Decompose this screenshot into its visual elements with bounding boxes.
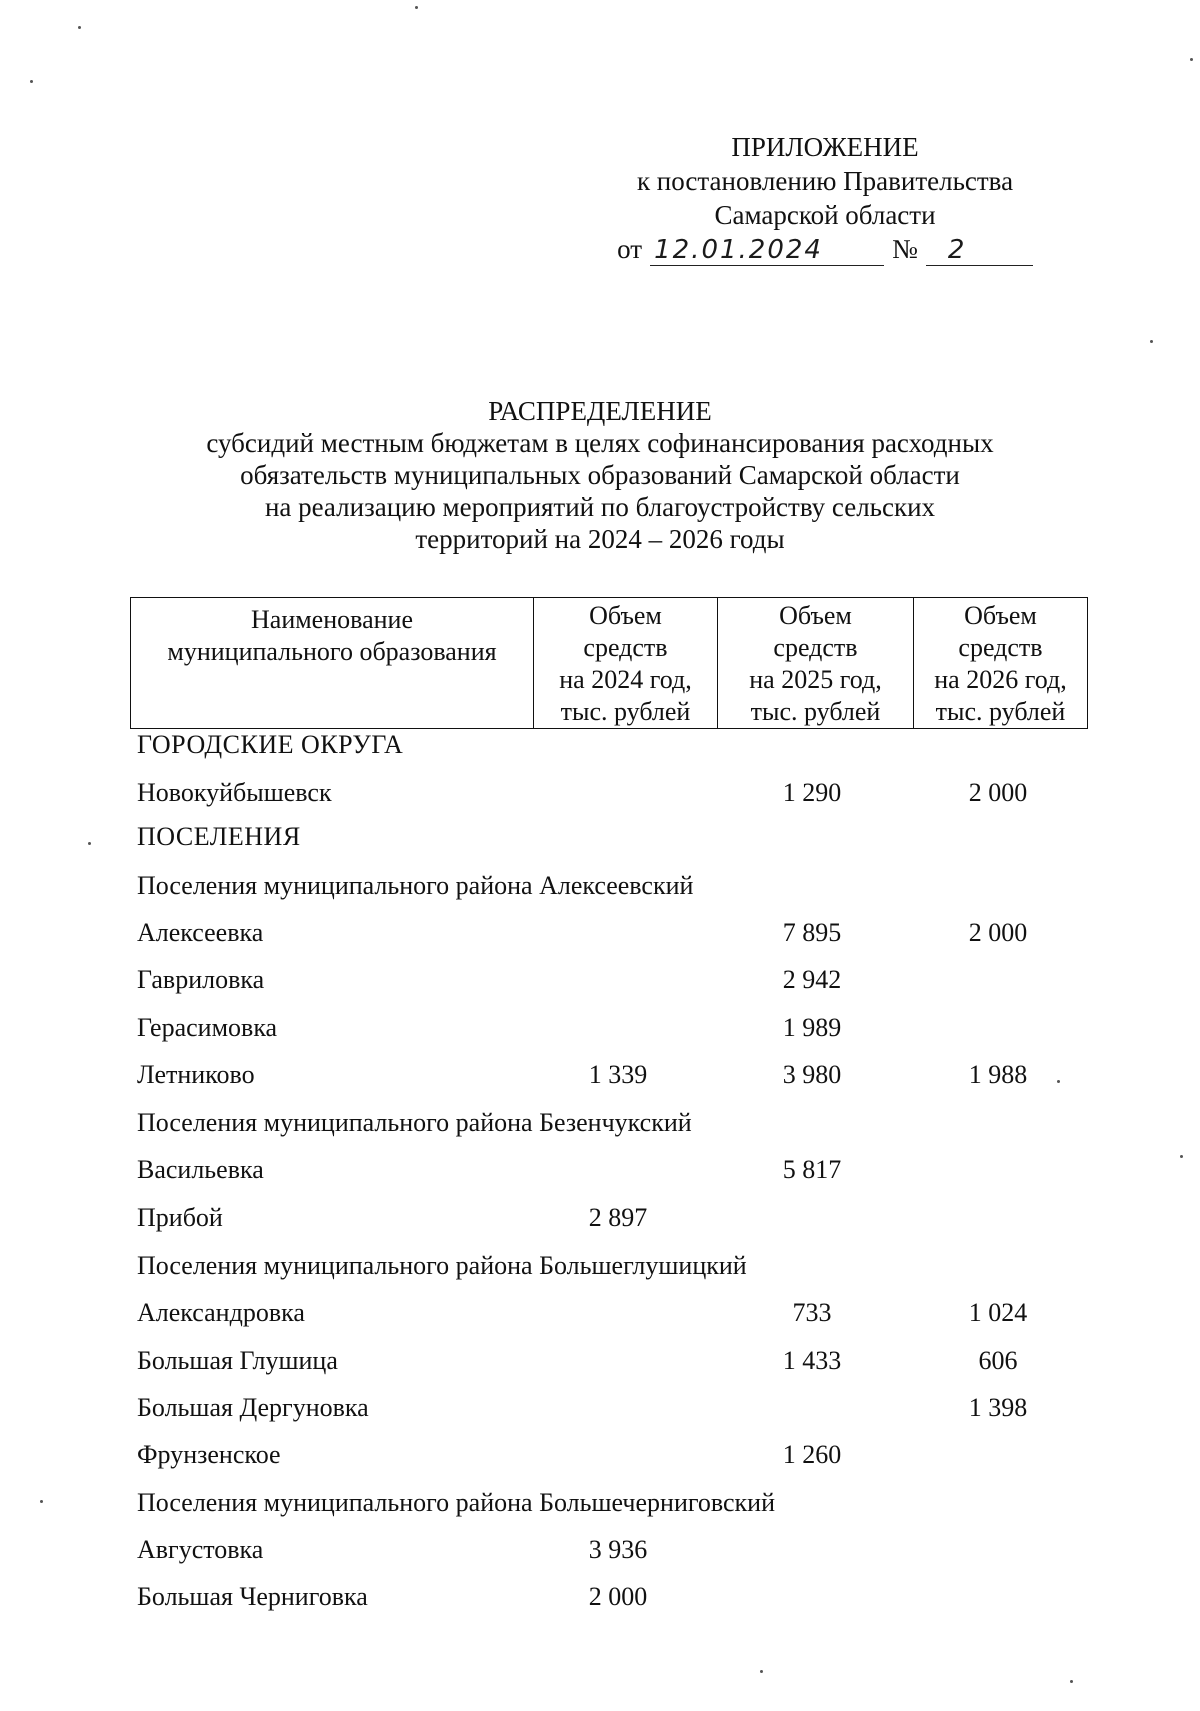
row-name: Прибой: [137, 1203, 223, 1232]
row-name: Алексеевка: [137, 918, 264, 947]
header-text: Объем: [779, 601, 852, 630]
value-2026: 606: [978, 1346, 1018, 1375]
table-row: [134, 1008, 1094, 1048]
header-text: Объем: [964, 601, 1037, 630]
header-text: средств: [773, 633, 858, 662]
scan-speck: [760, 1670, 763, 1673]
value-2025: 1 989: [782, 1013, 842, 1042]
table-row: [134, 725, 1094, 765]
row-name: Гавриловка: [137, 965, 265, 994]
value-2025: 1 290: [782, 778, 842, 807]
handwritten-date: 12.01.2024: [650, 235, 884, 266]
scan-speck: [88, 842, 91, 845]
table-row: [134, 1293, 1094, 1333]
row-name: ГОРОДСКИЕ ОКРУГА: [137, 730, 404, 759]
value-2025: 3 980: [782, 1060, 842, 1089]
header-text: тыс. рублей: [750, 697, 881, 726]
table-row: [134, 1341, 1094, 1381]
title-main: РАСПРЕДЕЛЕНИЕ: [488, 396, 712, 426]
table-row: [134, 1388, 1094, 1428]
title-line-1: субсидий местным бюджетам в целях софинансирования расходных: [206, 428, 994, 458]
row-name: Фрунзенское: [137, 1440, 281, 1469]
document-title: [130, 395, 1070, 555]
row-name: Новокуйбышевск: [137, 778, 332, 807]
row-name: Поселения муниципального района Алексеевский: [137, 871, 694, 900]
table-row: [134, 1103, 1094, 1143]
table-row: [134, 1150, 1094, 1190]
appendix-line-2: Самарской области: [714, 200, 936, 230]
row-name: Августовка: [137, 1535, 264, 1564]
header-text: тыс. рублей: [935, 697, 1066, 726]
title-line-4: территорий на 2024 – 2026 годы: [415, 524, 785, 554]
value-2025: 1 433: [782, 1346, 842, 1375]
appendix-title: ПРИЛОЖЕНИЕ: [731, 132, 919, 162]
value-2026: 1 398: [968, 1393, 1028, 1422]
resolution-number-line: [600, 232, 1050, 266]
date-prefix: от: [617, 234, 643, 264]
value-2024: 2 000: [588, 1582, 648, 1611]
scan-speck: [1070, 1680, 1073, 1683]
row-name: Большая Дергуновка: [137, 1393, 369, 1422]
value-2026: 2 000: [968, 918, 1028, 947]
header-text: Объем: [589, 601, 662, 630]
header-text: Наименование: [251, 605, 413, 634]
scan-speck: [415, 6, 418, 9]
value-2024: 3 936: [588, 1535, 648, 1564]
row-name: Александровка: [137, 1298, 305, 1327]
value-2025: 7 895: [782, 918, 842, 947]
row-name: Поселения муниципального района Большечерниговский: [137, 1488, 776, 1517]
value-2025: 2 942: [782, 965, 842, 994]
scan-speck: [1057, 1080, 1060, 1083]
row-name: Васильевка: [137, 1155, 264, 1184]
value-2025: 733: [792, 1298, 832, 1327]
header-2026-column: [913, 598, 1087, 728]
header-text: на 2025 год,: [749, 665, 882, 694]
table-row: [134, 1483, 1094, 1523]
row-name: Летниково: [137, 1060, 255, 1089]
title-line-2: обязательств муниципальных образований Самарской области: [240, 460, 960, 490]
table-row: [134, 773, 1094, 813]
header-text: на 2026 год,: [934, 665, 1067, 694]
value-2025: 5 817: [782, 1155, 842, 1184]
scan-speck: [40, 1500, 43, 1503]
appendix-block: [600, 130, 1050, 266]
row-name: Поселения муниципального района Большеглушицкий: [137, 1251, 747, 1280]
table-row: [134, 1055, 1094, 1095]
appendix-line-1: к постановлению Правительства: [636, 166, 1014, 196]
row-name: Герасимовка: [137, 1013, 278, 1042]
table-row: [134, 913, 1094, 953]
scan-speck: [78, 26, 81, 29]
row-name: Большая Глушица: [137, 1346, 338, 1375]
header-text: на 2024 год,: [559, 665, 692, 694]
row-name: Большая Черниговка: [137, 1582, 368, 1611]
table-row: [134, 1198, 1094, 1238]
scan-speck: [1180, 1155, 1183, 1158]
table-row: [134, 866, 1094, 906]
header-2025-column: [717, 598, 913, 728]
header-2024-column: [533, 598, 717, 728]
title-line-3: на реализацию мероприятий по благоустройству сельских: [264, 492, 936, 522]
value-2024: 2 897: [588, 1203, 648, 1232]
header-text: муниципального образования: [167, 637, 497, 666]
value-2024: 1 339: [588, 1060, 648, 1089]
row-name: ПОСЕЛЕНИЯ: [137, 822, 301, 851]
table-row: [134, 817, 1094, 857]
table-row: [134, 1530, 1094, 1570]
value-2026: 1 988: [968, 1060, 1028, 1089]
table-row: [134, 1577, 1094, 1617]
header-name-column: [131, 598, 533, 728]
handwritten-number: 2: [926, 235, 1033, 266]
header-text: тыс. рублей: [560, 697, 691, 726]
row-name: Поселения муниципального района Безенчукский: [137, 1108, 692, 1137]
table-row: [134, 1435, 1094, 1475]
header-text: средств: [958, 633, 1043, 662]
table-header: [130, 597, 1088, 729]
scan-speck: [1150, 340, 1153, 343]
value-2026: 2 000: [968, 778, 1028, 807]
table-row: [134, 1246, 1094, 1286]
header-text: средств: [583, 633, 668, 662]
scan-speck: [30, 80, 33, 83]
table-row: [134, 960, 1094, 1000]
value-2026: 1 024: [968, 1298, 1028, 1327]
value-2025: 1 260: [782, 1440, 842, 1469]
number-sign: №: [892, 234, 918, 264]
scan-speck: [1190, 58, 1193, 61]
